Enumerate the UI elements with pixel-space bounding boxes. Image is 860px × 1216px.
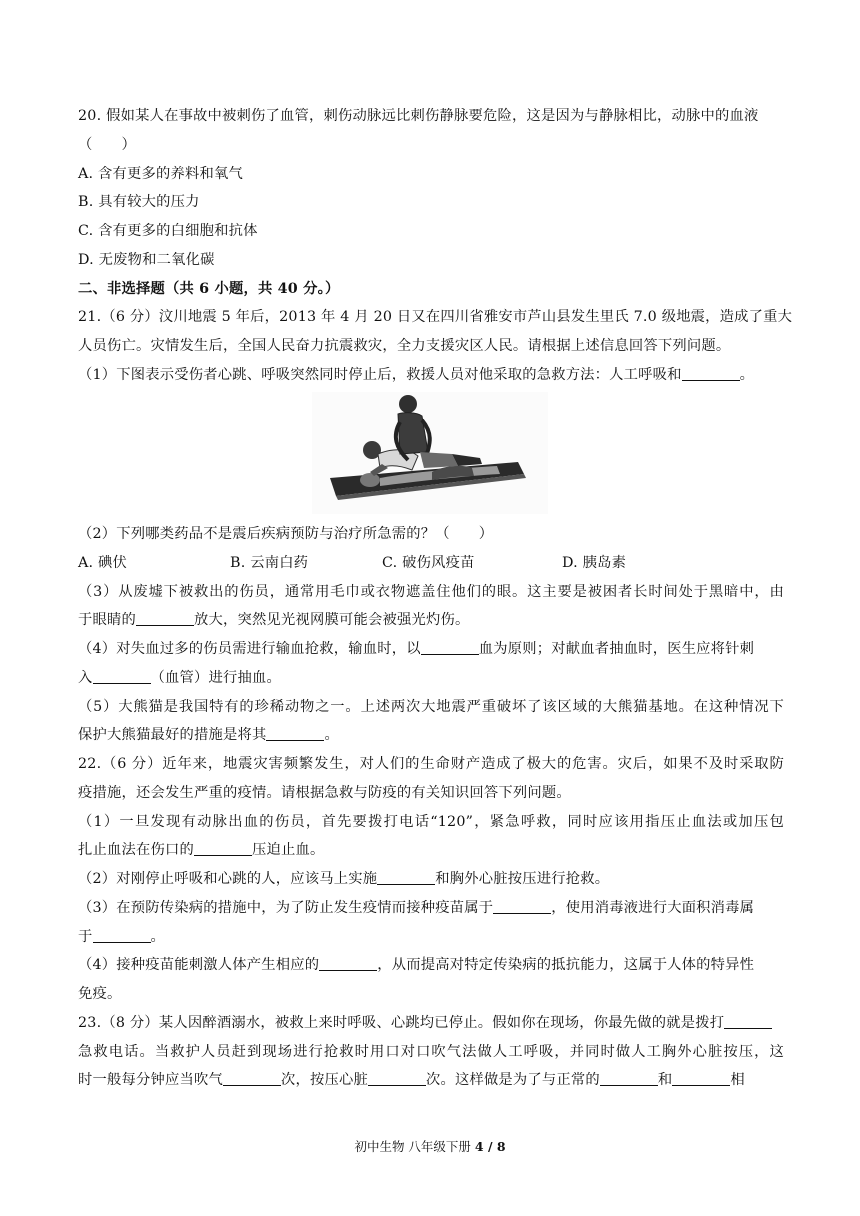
page-footer xyxy=(0,1137,860,1155)
q21-part4-text2: 入 xyxy=(78,670,93,686)
q22-part4-text-end: ，从而提高对特定传染病的抵抗能力，这属于人体的特异性 xyxy=(377,957,755,973)
q23-text: 23.（8 分）某人因醉酒溺水，被救上来时呼吸、心跳均已停止。假如你在现场，你最先做的就是拨打 xyxy=(78,1015,725,1031)
q21-option-b: B. 云南白药 xyxy=(230,555,309,571)
q21-part1-text: （1）下图表示受伤者心跳、呼吸突然同时停止后，救援人员对他采取的急救方法：人工呼吸和 xyxy=(78,367,682,383)
q22-stem-line2: 疫措施，还会发生严重的疫情。请根据急救与防疫的有关知识回答下列问题。 xyxy=(78,785,571,801)
page-number: 4 / 8 xyxy=(474,1139,506,1154)
q21-part1 xyxy=(78,365,784,385)
q22-part3-text-end: ，使用消毒液进行大面积消毒属 xyxy=(551,900,755,916)
q21-part3-line1: （3）从废墟下被救出的伤员，通常用毛巾或衣物遮盖住他们的眼。这主要是被困者长时间处于黑暗中，由 xyxy=(78,584,784,600)
answer-blank[interactable] xyxy=(319,956,377,971)
q22-part1-line2 xyxy=(78,840,784,860)
q21-part4-text: （4）对失血过多的伤员需进行输血抢救，输血时，以 xyxy=(78,641,421,657)
q20-option-a: A. 含有更多的养料和氧气 xyxy=(78,166,243,182)
q21-part5-line1: （5）大熊猫是我国特有的珍稀动物之一。上述两次大地震严重破坏了该区域的大熊猫基地。在这种情况下 xyxy=(78,699,784,715)
answer-blank[interactable] xyxy=(368,1071,426,1086)
q22-part3-text: （3）在预防传染病的措施中，为了防止发生疫情而接种疫苗属于 xyxy=(78,900,494,916)
answer-blank[interactable] xyxy=(194,841,252,856)
answer-blank[interactable] xyxy=(421,640,479,655)
q21-option-a: A. 碘伏 xyxy=(78,555,128,571)
q20-stem-line2: （ ） xyxy=(78,137,136,153)
q23-stem-line3 xyxy=(78,1070,784,1090)
answer-blank[interactable] xyxy=(93,669,151,684)
q23-text-d: 和 xyxy=(657,1072,673,1088)
q22-part3-line1 xyxy=(78,898,784,918)
answer-blank[interactable] xyxy=(724,1014,772,1029)
q21-stem-line2: 人员伤亡。灾情发生后，全国人民奋力抗震救灾，全力支援灾区人民。请根据上述信息回答下列问题。 xyxy=(78,338,731,354)
q23-text-c: 次。这样做是为了与正常的 xyxy=(425,1072,600,1088)
footer-subject: 初中生物 八年级下册 xyxy=(354,1139,475,1154)
q21-part1-end: 。 xyxy=(739,367,755,383)
q22-part1-text-end: 压迫止血。 xyxy=(251,842,325,858)
q21-stem-line1: 21.（6 分）汶川地震 5 年后，2013 年 4 月 20 日又在四川省雅安市芦山县发生里氏 7.0 级地震，造成了重大 xyxy=(78,309,793,325)
answer-blank[interactable] xyxy=(493,899,551,914)
q23-stem-line1 xyxy=(78,1013,784,1033)
q22-part1-line1: （1）一旦发现有动脉出血的伤员，首先要拨打电话“120”，紧急呼救，同时应该用指压止血法或加压包 xyxy=(78,814,784,830)
q22-part2-text-end: 和胸外心脏按压进行抢救。 xyxy=(435,871,610,887)
q22-stem-line1: 22.（6 分）近年来，地震灾害频繁发生，对人们的生命财产造成了极大的危害。灾后，如果不及时采取防 xyxy=(78,756,784,772)
q22-part2-text: （2）对刚停止呼吸和心跳的人，应该马上实施 xyxy=(78,871,378,887)
q22-part2 xyxy=(78,869,784,889)
q20-option-d: D. 无废物和二氧化碳 xyxy=(78,252,215,268)
q22-part3-text2: 于 xyxy=(78,929,93,945)
answer-blank[interactable] xyxy=(672,1071,730,1086)
q23-text-a: 时一般每分钟应当吹气 xyxy=(78,1072,223,1088)
q20-option-c: C. 含有更多的白细胞和抗体 xyxy=(78,223,258,239)
answer-blank[interactable] xyxy=(682,366,740,381)
answer-blank[interactable] xyxy=(136,611,194,626)
q21-part5-text: 保护大熊猫最好的措施是将其 xyxy=(78,727,267,743)
answer-blank[interactable] xyxy=(377,870,435,885)
q23-text-e: 相 xyxy=(730,1072,745,1088)
q21-part5-text-end: 。 xyxy=(324,727,339,743)
q22-part4-text: （4）接种疫苗能刺激人体产生相应的 xyxy=(78,957,320,973)
q21-part4-text-end: 血为原则；对献血者抽血时，医生应将针刺 xyxy=(478,641,755,657)
q22-part3-line2 xyxy=(78,927,784,947)
answer-blank[interactable] xyxy=(223,1071,281,1086)
q21-part2: （2）下列哪类药品不是震后疾病预防与治疗所急需的？（ ） xyxy=(78,526,494,542)
q21-part2-options xyxy=(78,553,784,573)
q21-part5-line2 xyxy=(78,725,784,745)
q21-part4-text2-end: （血管）进行抽血。 xyxy=(150,670,281,686)
q22-part4-line2: 免疫。 xyxy=(78,986,122,1002)
q20-option-b: B. 具有较大的压力 xyxy=(78,194,200,210)
q21-part3-text-end: 放大，突然见光视网膜可能会被强光灼伤。 xyxy=(194,612,470,628)
q23-text-b: 次，按压心脏 xyxy=(280,1072,368,1088)
q22-part1-text: 扎止血法在伤口的 xyxy=(78,842,194,858)
section2-title: 二、非选择题（共 6 小题，共 40 分。） xyxy=(78,281,340,297)
answer-blank[interactable] xyxy=(600,1071,658,1086)
q21-option-d: D. 胰岛素 xyxy=(562,555,627,571)
q21-part3-line2 xyxy=(78,610,784,630)
q21-part3-text: 于眼睛的 xyxy=(78,612,136,628)
q21-option-c: C. 破伤风疫苗 xyxy=(382,555,475,571)
q22-part3-text2-end: 。 xyxy=(150,929,165,945)
q22-part4-line1 xyxy=(78,955,784,975)
answer-blank[interactable] xyxy=(266,726,324,741)
answer-blank[interactable] xyxy=(93,928,151,943)
q23-stem-line2: 急救电话。当救护人员赶到现场进行抢救时用口对口吹气法做人工呼吸，并同时做人工胸外心脏按压，这 xyxy=(78,1044,784,1060)
q20-stem-line1: 20. 假如某人在事故中被刺伤了血管，刺伤动脉远比刺伤静脉要危险，这是因为与静脉相比，动脉中的血液 xyxy=(78,108,759,124)
cpr-illustration xyxy=(312,392,548,514)
q21-part4-line1 xyxy=(78,639,784,659)
q21-part4-line2 xyxy=(78,668,784,688)
